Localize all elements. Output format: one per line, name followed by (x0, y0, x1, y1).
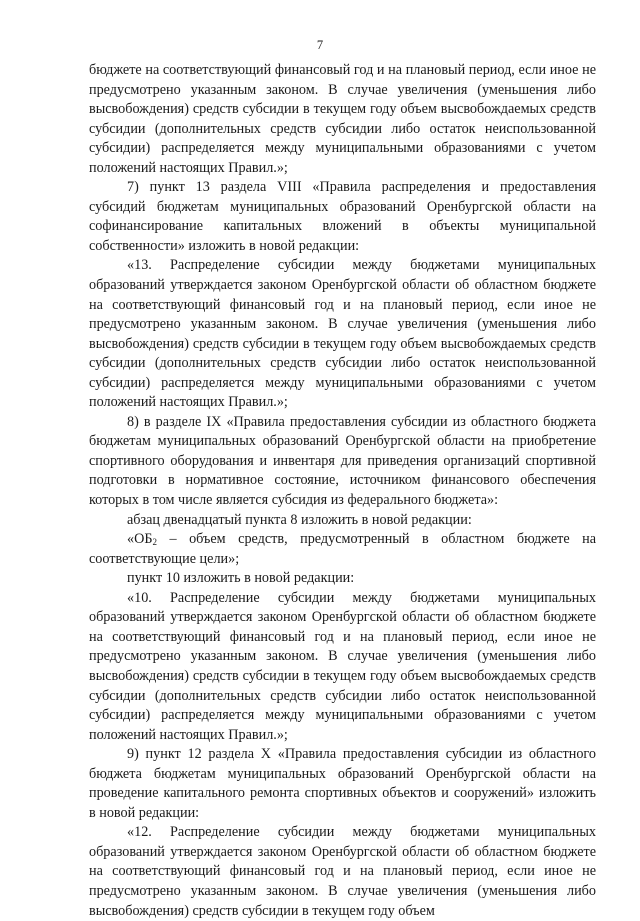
paragraph-6-subscript: 2 (152, 537, 157, 548)
paragraph-8: «10. Распределение субсидии между бюджетами муниципальных образований утверждается законом Оренбургской области об областном бюджете на соответствующий финансовый год и на плановый период, если иное не предусмотрено указанным законом. В случае увеличения (уменьшения либо высвобождения) средств субсидии в текущем году объем высвобождаемых средств субсидии (дополнительных средств субсидии либо остаток неиспользованной субсидии) распределяется между муниципальными образованиями с учетом положений настоящих Правил.»; (89, 589, 596, 743)
paragraph-1: бюджете на соответствующий финансовый год и на плановый период, если иное не предусмотрено указанным законом. В случае увеличения (уменьшения либо высвобождения) средств субсидии в текущем году объем высвобождаемых средств субсидии (дополнительных средств субсидии либо остаток неиспользованной субсидии) распределяется между муниципальными образованиями с учетом положений настоящих Правил.»; (89, 62, 596, 176)
paragraph-6-prefix: «ОБ (127, 531, 153, 548)
paragraph-6 (89, 530, 596, 569)
document-body (89, 61, 596, 921)
paragraph-3: «13. Распределение субсидии между бюджетами муниципальных образований утверждается законом Оренбургской области об областном бюджете на соответствующий финансовый год и на плановый период, если иное не предусмотрено указанным законом. В случае увеличения (уменьшения либо высвобождения) средств субсидии в текущем году объем высвобождаемых средств субсидии (дополнительных средств субсидии либо остаток неиспользованной субсидии) распределяется между муниципальными образованиями с учетом положений настоящих Правил.»; (89, 257, 596, 411)
page-number: 7 (316, 38, 324, 52)
paragraph-10: «12. Распределение субсидии между бюджетами муниципальных образований утверждается законом Оренбургской области об областном бюджете на соответствующий финансовый год и на плановый период, если иное не предусмотрено указанным законом. В случае увеличения (уменьшения либо высвобождения) средств субсидии в текущем году объем (89, 824, 596, 919)
paragraph-7: пункт 10 изложить в новой редакции: (127, 570, 355, 587)
paragraph-4: 8) в разделе IX «Правила предоставления субсидии из областного бюджета бюджетам муниципальных образований Оренбургской области на приобретение спортивного оборудования и инвентаря для приведения организаций спортивной подготовки в нормативное состояние, источником финансового обеспечения которых в том числе является субсидия из федерального бюджета»: (89, 413, 596, 509)
paragraph-6-suffix: – объем средств, предусмотренный в областном бюджете на соответствующие цели»; (89, 531, 596, 567)
paragraph-2: 7) пункт 13 раздела VIII «Правила распределения и предоставления субсидий бюджетам муниципальных образований Оренбургской области на софинансирование капитальных вложений в объекты муниципальной собственности» изложить в новой редакции: (89, 179, 596, 254)
paragraph-5: абзац двенадцатый пункта 8 изложить в новой редакции: (127, 511, 472, 528)
paragraph-9: 9) пункт 12 раздела X «Правила предоставления субсидии из областного бюджета бюджетам муниципальных образований Оренбургской области на проведение капитального ремонта спортивных объектов и сооружений» изложить в новой редакции: (89, 746, 596, 821)
